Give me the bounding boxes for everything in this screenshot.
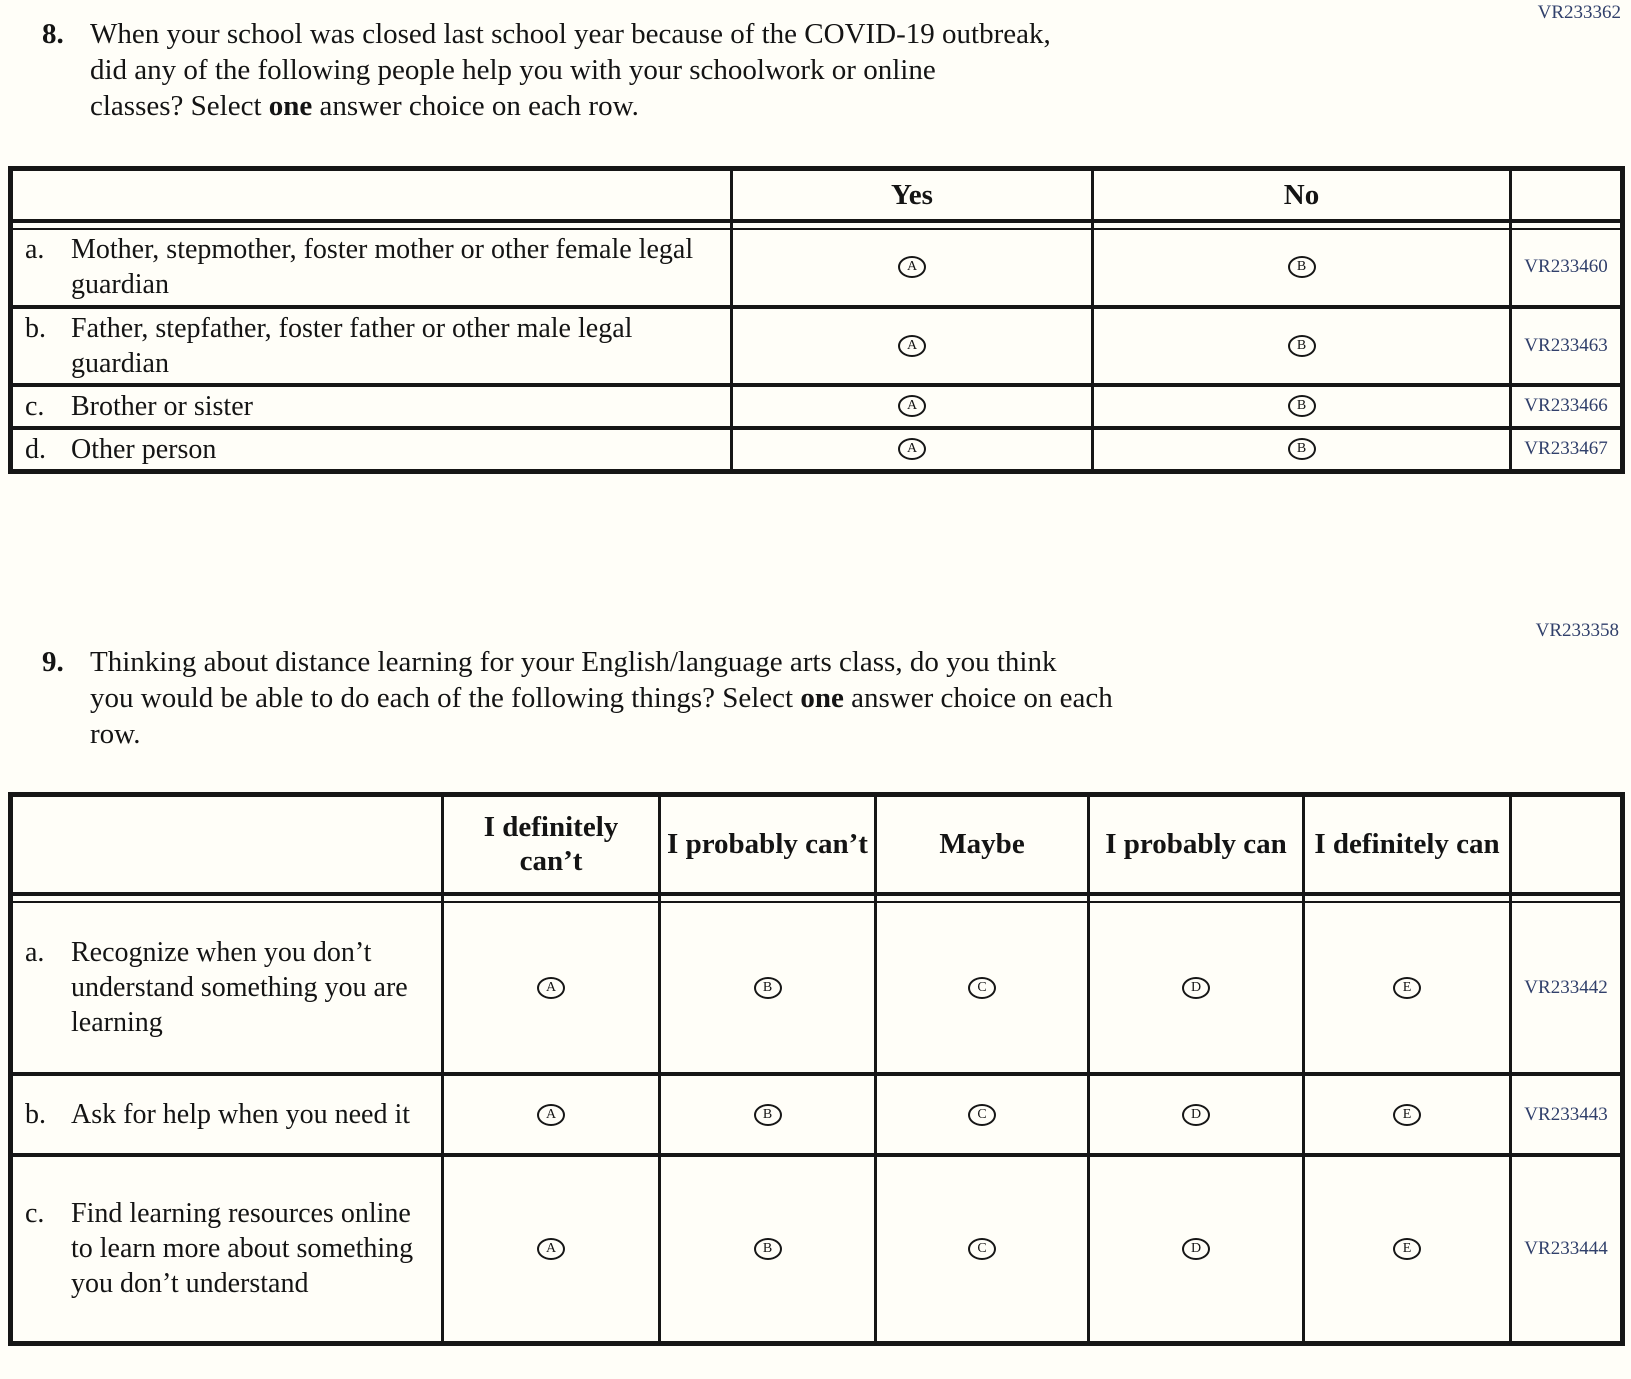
option-bubble-b[interactable]: B bbox=[754, 1238, 782, 1260]
row-letter: b. bbox=[25, 312, 46, 344]
option-bubble-b[interactable]: B bbox=[754, 1104, 782, 1126]
option-bubble-e[interactable]: E bbox=[1393, 977, 1421, 999]
table-row bbox=[11, 1155, 1623, 1343]
row-text: Mother, stepmother, foster mother or other female legal guardian bbox=[71, 234, 694, 300]
row-letter: d. bbox=[25, 433, 46, 465]
row-text: Other person bbox=[71, 433, 217, 465]
question-8-line-1: When your school was closed last school year because of the COVID-19 outbreak, bbox=[90, 18, 1051, 50]
row-letter: a. bbox=[25, 937, 45, 968]
option-bubble-d[interactable]: D bbox=[1182, 977, 1210, 999]
option-bubble-d[interactable]: D bbox=[1182, 1238, 1210, 1260]
vr-code-q8: VR233362 bbox=[1537, 2, 1621, 23]
question-9-line-2: you would be able to do each of the following things? Select one answer choice on each bbox=[90, 681, 1113, 714]
option-bubble-yes[interactable]: A bbox=[898, 438, 926, 460]
question-8-text bbox=[90, 16, 1051, 124]
option-bubble-no[interactable]: B bbox=[1288, 395, 1316, 417]
question-8-line-3: classes? Select one answer choice on each row. bbox=[90, 90, 639, 122]
option-bubble-d[interactable]: D bbox=[1182, 1104, 1210, 1126]
table-row bbox=[11, 428, 1623, 472]
table2-header-blank bbox=[11, 794, 443, 894]
option-bubble-b[interactable]: B bbox=[754, 977, 782, 999]
option-bubble-a[interactable]: A bbox=[537, 977, 565, 999]
option-bubble-a[interactable]: A bbox=[537, 1238, 565, 1260]
table2-header-maybe: Maybe bbox=[876, 794, 1089, 894]
row-text: Find learning resources online to learn more about something you don’t understand bbox=[71, 1198, 414, 1300]
option-bubble-no[interactable]: B bbox=[1288, 256, 1316, 278]
bold-one: one bbox=[800, 681, 844, 714]
option-bubble-no[interactable]: B bbox=[1288, 438, 1316, 460]
question-8-number: 8. bbox=[42, 18, 64, 50]
table-row bbox=[11, 229, 1623, 307]
question-9-number: 9. bbox=[42, 645, 64, 678]
table-row bbox=[11, 902, 1623, 1074]
table1-header-blank bbox=[11, 169, 732, 221]
table2-header-prob-can: I probably can bbox=[1089, 794, 1304, 894]
vr-code: VR233460 bbox=[1511, 229, 1623, 307]
question-8-line-2: did any of the following people help you with your schoolwork or online bbox=[90, 54, 936, 86]
row-text: Ask for help when you need it bbox=[71, 1099, 411, 1130]
option-bubble-e[interactable]: E bbox=[1393, 1238, 1421, 1260]
row-letter: a. bbox=[25, 234, 45, 265]
table1-header-yes: Yes bbox=[732, 169, 1093, 221]
option-bubble-c[interactable]: C bbox=[968, 1104, 996, 1126]
table-row bbox=[11, 385, 1623, 428]
vr-code: VR233442 bbox=[1511, 902, 1623, 1074]
table1-header-vr-blank bbox=[1511, 169, 1623, 221]
table2-header-vr-blank bbox=[1511, 794, 1623, 894]
bold-one: one bbox=[268, 90, 313, 122]
vr-code: VR233467 bbox=[1511, 428, 1623, 472]
row-letter: c. bbox=[25, 1198, 45, 1230]
table2-header-def-can: I definitely can bbox=[1304, 794, 1511, 894]
table-row bbox=[11, 307, 1623, 385]
option-bubble-a[interactable]: A bbox=[537, 1104, 565, 1126]
table2-header-prob-cant: I probably can’t bbox=[660, 794, 876, 894]
question-9-line-3: row. bbox=[90, 717, 141, 750]
table2-header-row bbox=[11, 794, 1623, 894]
question-8 bbox=[42, 0, 1631, 124]
table1-header-no: No bbox=[1093, 169, 1511, 221]
row-text: Brother or sister bbox=[71, 390, 253, 422]
vr-code: VR233463 bbox=[1511, 307, 1623, 385]
table-row bbox=[11, 1074, 1623, 1155]
question-9 bbox=[42, 644, 1631, 752]
option-bubble-yes[interactable]: A bbox=[898, 256, 926, 278]
table2-header-def-cant: I definitely can’t bbox=[443, 794, 660, 894]
row-letter: c. bbox=[25, 390, 45, 422]
question-9-table bbox=[8, 792, 1625, 1346]
row-letter: b. bbox=[25, 1099, 46, 1130]
option-bubble-c[interactable]: C bbox=[968, 977, 996, 999]
table1-header-row bbox=[11, 169, 1623, 221]
table1-header-divider bbox=[11, 221, 1623, 229]
option-bubble-yes[interactable]: A bbox=[898, 335, 926, 357]
vr-code-q9: VR233358 bbox=[1535, 619, 1619, 641]
table2-header-divider bbox=[11, 894, 1623, 902]
option-bubble-e[interactable]: E bbox=[1393, 1104, 1421, 1126]
option-bubble-yes[interactable]: A bbox=[898, 395, 926, 417]
vr-code: VR233444 bbox=[1511, 1155, 1623, 1343]
option-bubble-no[interactable]: B bbox=[1288, 335, 1316, 357]
row-text: Father, stepfather, foster father or other male legal guardian bbox=[71, 312, 633, 379]
question-9-line-1: Thinking about distance learning for your English/language arts class, do you think bbox=[90, 645, 1057, 678]
row-text: Recognize when you don’t understand something you are learning bbox=[71, 937, 408, 1038]
question-9-text bbox=[90, 644, 1113, 752]
question-8-table bbox=[8, 166, 1625, 474]
vr-code: VR233466 bbox=[1511, 385, 1623, 428]
vr-code: VR233443 bbox=[1511, 1074, 1623, 1155]
option-bubble-c[interactable]: C bbox=[968, 1238, 996, 1260]
